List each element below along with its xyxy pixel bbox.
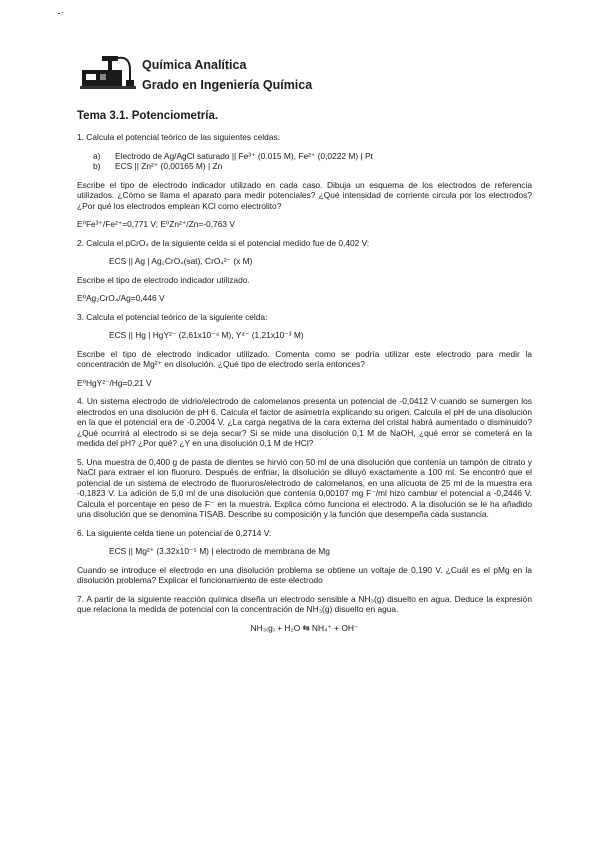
q1-stem: 1. Calcula el potencial teórico de las siguientes celdas:: [77, 132, 280, 142]
q6-stem: 6. La siguiente celda tiene un potencial de 0,2714 V:: [77, 527, 272, 538]
q6-cell: ECS || Mg²⁺ (3,32x10⁻⁵ M) | electrodo de membrana de Mg: [109, 546, 330, 556]
page-title: Tema 3.1. Potenciometría.: [77, 110, 219, 122]
q2-stem: 2. Calcula el pCrO₄ de la siguiente celda si el potencial medido fue de 0,402 V:: [77, 237, 370, 248]
q2-cell: ECS || Ag | Ag₂CrO₄(sat), CrO₄²⁻ (x M): [109, 256, 253, 266]
q1-item-b: [93, 161, 532, 172]
degree-title: Grado en Ingeniería Química: [142, 78, 313, 92]
q1-item-b-text: ECS || Zn²⁺ (0,00165 M) | Zn: [115, 161, 223, 171]
q3-stem: 3. Calcula el potencial teórico de la siguiente celda:: [77, 311, 268, 322]
q7-paragraph: 7. A partir de la siguiente reacción química diseña un electrodo sensible a NH₃(g) disuelto en agua. Deduce la expresión que relaciona la medida de potencial con la concentración de NH₃(g) disuelto en agua.: [77, 593, 532, 614]
q5-paragraph: 5. Una muestra de 0,400 g de pasta de dientes se hirvió con 50 ml de una disolución que contenía un tampón de citrato y NaCl para extraer el ion fluoruro. Después de enfriar, la disolución se diluyó exactamente a 100 ml. Se encontró que el potencial de un sistema de electrodo de fluoruros/electrodo de calomelanos, en una alícuota de 25 ml de la muestra era -0,1823 V. La adición de 5,0 ml de una disolución que contenía 0,00107 mg F⁻/ml hizo cambiar el potencial a -0,2446 V. Calcula el porcentaje en peso de F⁻ en la muestra. Explica cómo funciona el electrodo. A la disolución se le ha añadido una disolución que se denomina TISAB. Describe su composición y la función que desempeña cada sustancia.: [77, 456, 532, 519]
q1-item-a-label: a): [93, 150, 101, 161]
q1-item-a-text: Electrodo de Ag/AgCl saturado || Fe³⁺ (0.015 M), Fe²⁺ (0,0222 M) | Pt: [115, 150, 373, 161]
q2-paragraph: Escribe el tipo de electrodo indicador utilizado.: [77, 274, 250, 285]
q2-data: E⁰Ag₂CrO₄/Ag=0,446 V: [77, 293, 165, 303]
q4-paragraph: 4. Un sistema electrodo de vidrio/electrodo de calomelanos presenta un potencial de -0,0412 V cuando se sumergen los electrodos en una disolución de pH 6. Calcula el factor de asimetría explicando su origen. Calcula el pH de una disolución en la que el potencial era de -0.2004 V. ¿La carga negativa de la cara externa del cristal habrá aumentado o disminuido? ¿Qué ocurrirá al electrodo si se deja secar? Si se mide una disolución 0,1 M de NaOH, ¿qué error se cometerá en la medida del pH? ¿Por qué? ¿Y en una disolución 0,1 M de HCl?: [77, 396, 532, 448]
q1-item-a: [93, 151, 532, 162]
exercise-list: [77, 128, 532, 633]
lab-equipment-logo-icon: [80, 50, 136, 92]
q3-data: E⁰HgY²⁻/Hg=0,21 V: [77, 377, 152, 388]
q1-item-b-label: b): [93, 161, 101, 171]
scan-speck-icon: [58, 12, 64, 15]
q6-paragraph: Cuando se introduce el electrodo en una disolución problema se obtiene un voltaje de 0,190 V. ¿Cuál es el pMg en la disolución problema? Explicar el funcionamiento de este electrodo: [77, 564, 532, 585]
q7-equation: NH₃₍g₎ + H₂O ⇆ NH₄⁺ + OH⁻: [250, 622, 359, 633]
q3-cell: ECS || Hg | HgY²⁻ (2,61x10⁻⁴ M), Y⁴⁻ (1,21x10⁻³ M): [109, 330, 304, 340]
q1-data: E⁰Fe³⁺/Fe²⁺=0,771 V; E⁰Zn²⁺/Zn=-0,763 V: [77, 219, 235, 229]
q1-paragraph: Escribe el tipo de electrodo indicador utilizado en cada caso. Dibuja un esquema de los electrodos de referencia utilizados. ¿Cómo se llama el aparato para medir potenciales? ¿Qué intensidad de corriente circula por los electrodos? ¿Por qué los electrodos emplean KCl como electrolito?: [77, 179, 532, 211]
q3-paragraph: Escribe el tipo de electrodo indicador utilizado. Comenta como se podría utilizar este electrodo para medir la concentración de Mg²⁺ en disolución. ¿Qué tipo de electrodo sería entonces?: [77, 348, 532, 369]
course-title: Química Analítica: [142, 58, 247, 72]
